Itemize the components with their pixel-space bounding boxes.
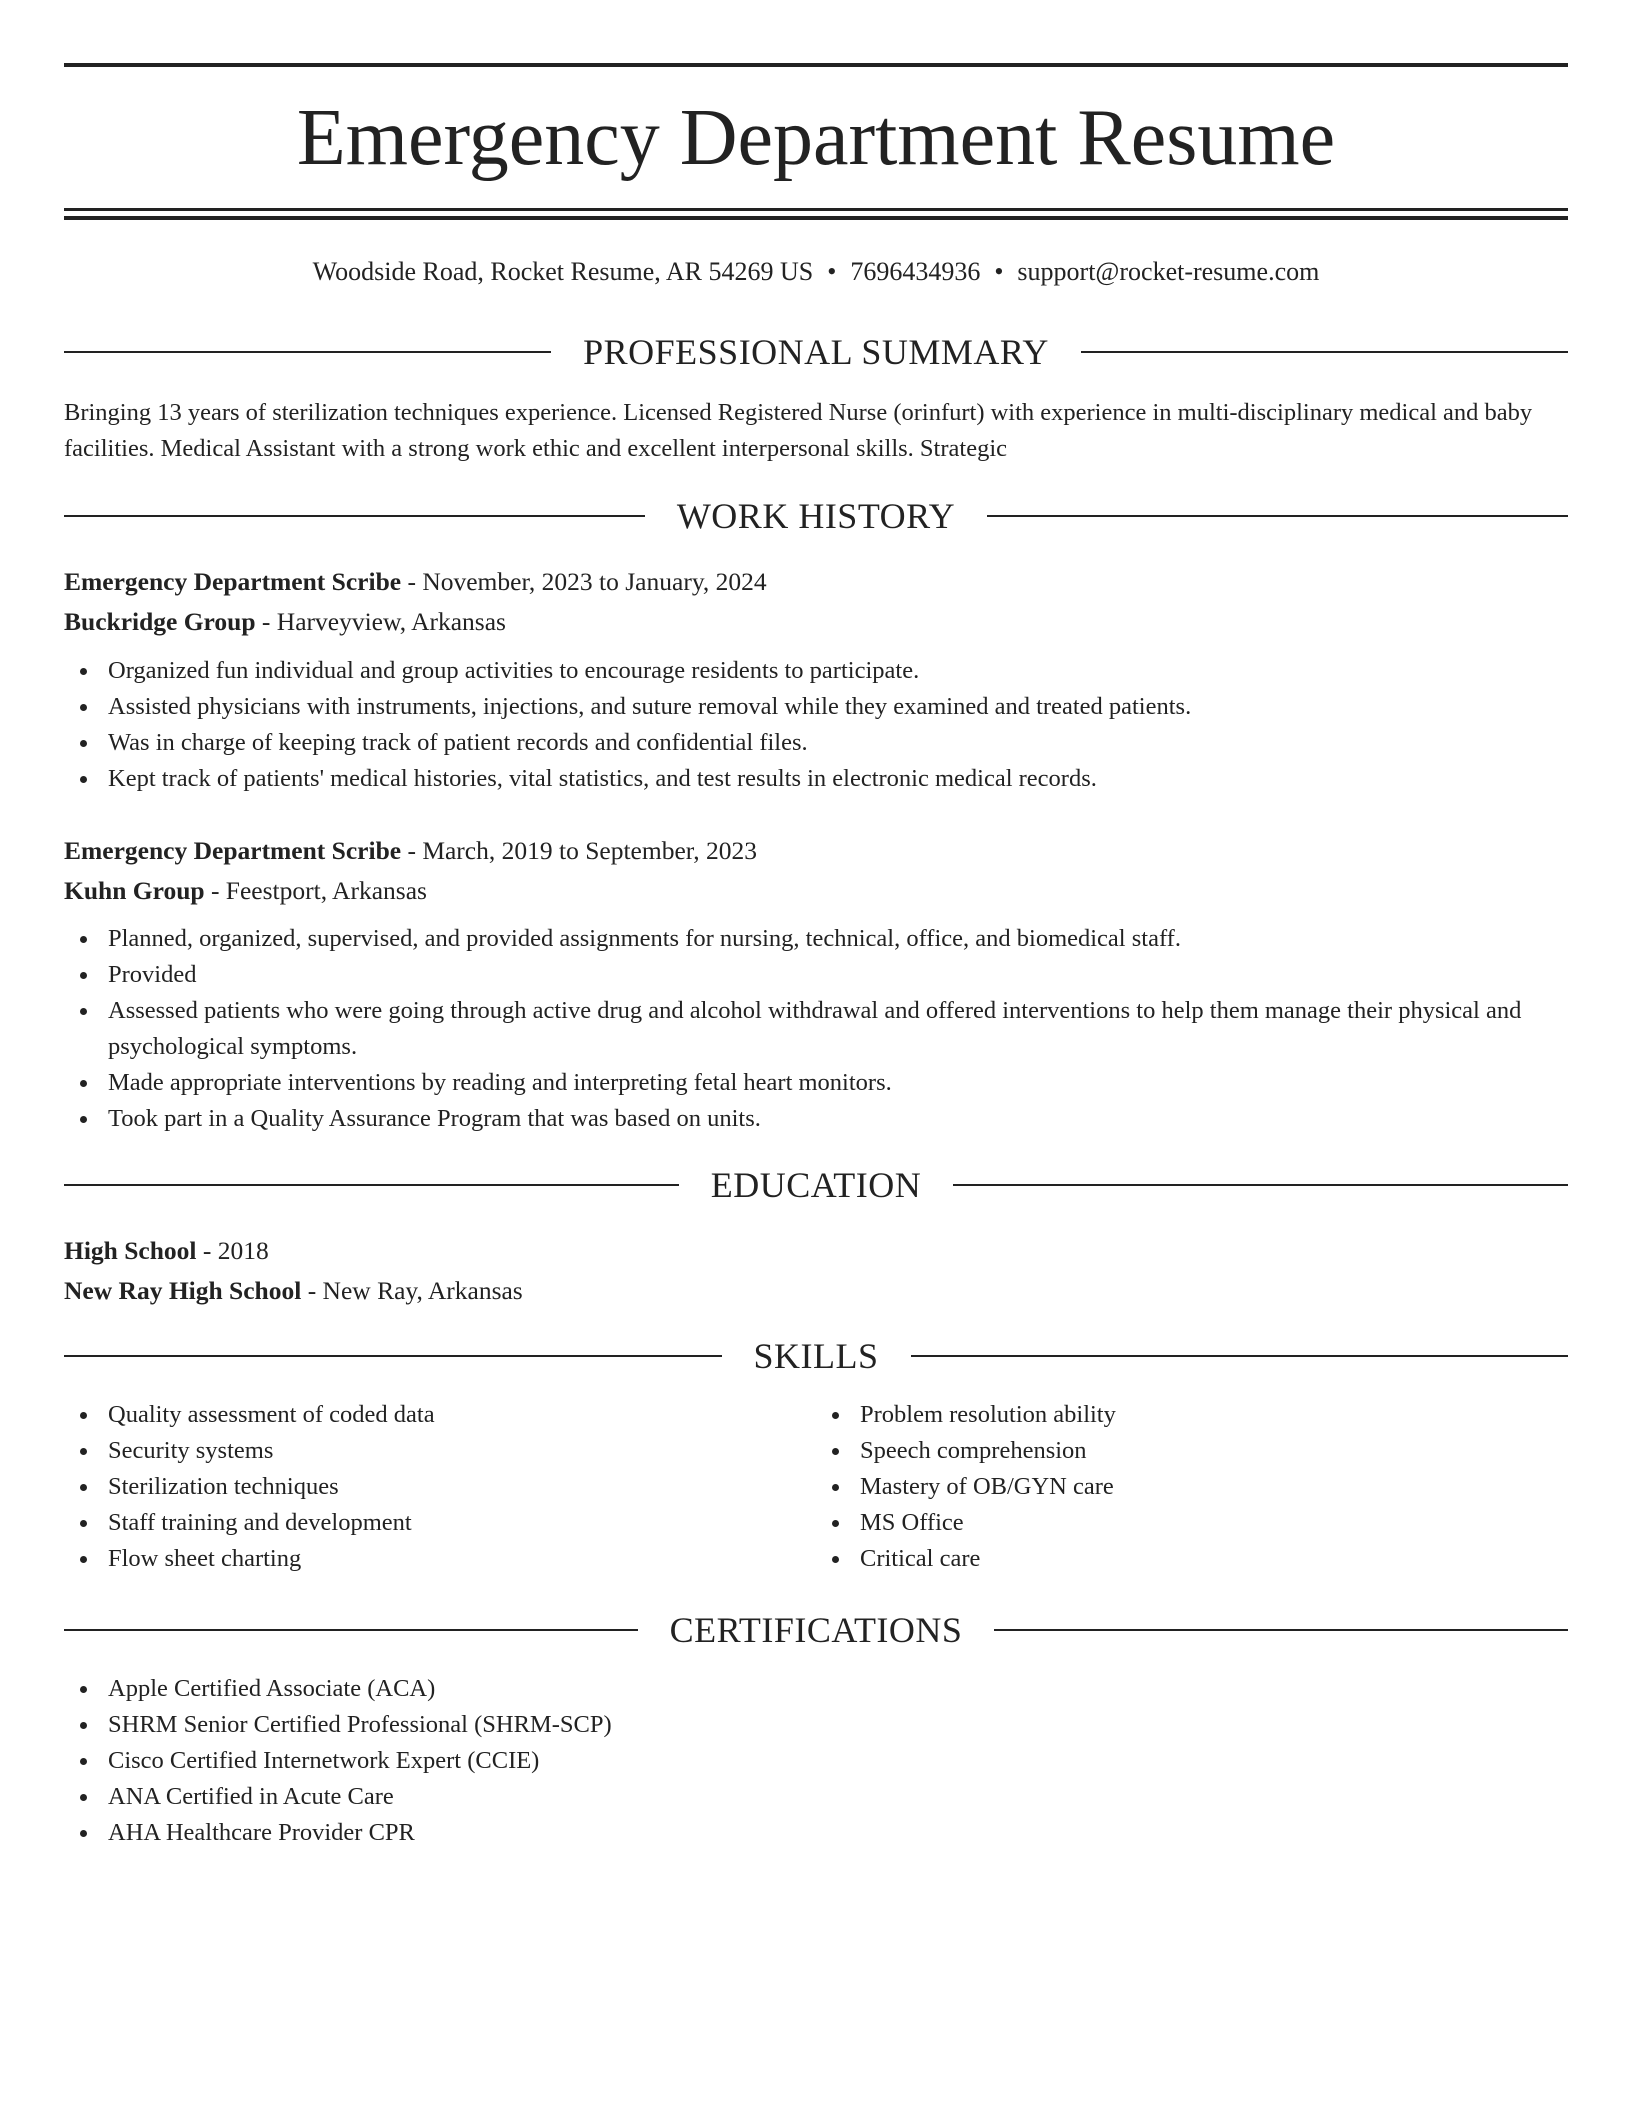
list-item: Apple Certified Associate (ACA) xyxy=(64,1671,1568,1707)
certifications-list xyxy=(64,1671,1568,1851)
contact-line xyxy=(64,254,1568,290)
list-item: ANA Certified in Acute Care xyxy=(64,1779,1568,1815)
heading-rule xyxy=(911,1355,1569,1357)
list-item: Problem resolution ability xyxy=(816,1397,1568,1433)
list-item: Assessed patients who were going through active drug and alcohol withdrawal and offered interventions to help them manage their physical and psychological symptoms. xyxy=(64,993,1568,1065)
list-item: Critical care xyxy=(816,1541,1568,1577)
heading-rule xyxy=(994,1629,1568,1631)
job-dates: - March, 2019 to September, 2023 xyxy=(401,836,757,865)
list-item: Kept track of patients' medical histories, vital statistics, and test results in electronic medical records. xyxy=(64,761,1568,797)
list-item: Made appropriate interventions by reading and interpreting fetal heart monitors. xyxy=(64,1065,1568,1101)
job-company-line xyxy=(64,871,1568,911)
section-heading-label: WORK HISTORY xyxy=(676,496,956,536)
contact-separator: • xyxy=(827,257,837,286)
section-heading-certifications xyxy=(64,1608,1568,1652)
job-dates: - November, 2023 to January, 2024 xyxy=(401,567,767,596)
job-title: Emergency Department Scribe xyxy=(64,836,402,865)
job-location: - Feestport, Arkansas xyxy=(204,876,427,905)
section-heading-summary xyxy=(64,330,1568,374)
list-item: Organized fun individual and group activities to encourage residents to participate. xyxy=(64,653,1568,689)
list-item: AHA Healthcare Provider CPR xyxy=(64,1815,1568,1851)
education-year: - 2018 xyxy=(196,1236,269,1265)
list-item: Cisco Certified Internetwork Expert (CCIE) xyxy=(64,1743,1568,1779)
job-bullets xyxy=(64,653,1568,797)
job-entry xyxy=(64,831,1568,911)
job-title-line xyxy=(64,831,1568,871)
section-heading-work-history xyxy=(64,494,1568,538)
contact-email: support@rocket-resume.com xyxy=(1017,257,1320,286)
list-item: Flow sheet charting xyxy=(64,1541,816,1577)
contact-separator: • xyxy=(994,257,1004,286)
list-item: Mastery of OB/GYN care xyxy=(816,1469,1568,1505)
education-entry xyxy=(64,1231,1568,1311)
section-heading-label: SKILLS xyxy=(753,1336,879,1376)
section-heading-label: PROFESSIONAL SUMMARY xyxy=(583,332,1049,372)
job-company: Buckridge Group xyxy=(64,607,256,636)
heading-rule xyxy=(1081,351,1568,353)
skills-list-right xyxy=(816,1397,1568,1577)
top-rule xyxy=(64,63,1568,67)
job-location: - Harveyview, Arkansas xyxy=(255,607,506,636)
education-degree-line xyxy=(64,1231,1568,1271)
page-title: Emergency Department Resume xyxy=(296,94,1336,182)
heading-rule xyxy=(64,1355,722,1357)
heading-rule xyxy=(64,1184,679,1186)
list-item: MS Office xyxy=(816,1505,1568,1541)
heading-rule xyxy=(953,1184,1568,1186)
job-company-line xyxy=(64,602,1568,642)
list-item: Speech comprehension xyxy=(816,1433,1568,1469)
section-heading-label: CERTIFICATIONS xyxy=(669,1610,963,1650)
education-location: - New Ray, Arkansas xyxy=(301,1276,523,1305)
list-item: Planned, organized, supervised, and provided assignments for nursing, technical, office, and biomedical staff. xyxy=(64,921,1568,957)
list-item: Provided xyxy=(64,957,1568,993)
education-degree: High School xyxy=(64,1236,197,1265)
job-title-line xyxy=(64,562,1568,602)
list-item: Security systems xyxy=(64,1433,816,1469)
education-school-line xyxy=(64,1271,1568,1311)
heading-rule xyxy=(987,515,1568,517)
job-title: Emergency Department Scribe xyxy=(64,567,402,596)
title-double-rule xyxy=(64,208,1568,220)
list-item: Sterilization techniques xyxy=(64,1469,816,1505)
heading-rule xyxy=(64,351,551,353)
list-item: SHRM Senior Certified Professional (SHRM-SCP) xyxy=(64,1707,1568,1743)
list-item: Took part in a Quality Assurance Program that was based on units. xyxy=(64,1101,1568,1137)
list-item: Was in charge of keeping track of patient records and confidential files. xyxy=(64,725,1568,761)
heading-rule xyxy=(64,515,645,517)
section-heading-education xyxy=(64,1163,1568,1207)
contact-phone: 7696434936 xyxy=(850,257,981,286)
list-item: Assisted physicians with instruments, injections, and suture removal while they examined and treated patients. xyxy=(64,689,1568,725)
skills-list-left xyxy=(64,1397,816,1577)
skills-columns xyxy=(64,1397,1568,1577)
list-item: Staff training and development xyxy=(64,1505,816,1541)
job-entry xyxy=(64,562,1568,642)
job-company: Kuhn Group xyxy=(64,876,205,905)
education-school: New Ray High School xyxy=(64,1276,302,1305)
section-heading-label: EDUCATION xyxy=(710,1165,922,1205)
section-heading-skills xyxy=(64,1334,1568,1378)
contact-address: Woodside Road, Rocket Resume, AR 54269 US xyxy=(312,257,814,286)
summary-text: Bringing 13 years of sterilization techniques experience. Licensed Registered Nurse (orinfurt) with experience in multi-disciplinary medical and baby facilities. Medical Assistant with a strong work ethic and excellent interpersonal skills. Strategic xyxy=(64,399,1533,462)
heading-rule xyxy=(64,1629,638,1631)
list-item: Quality assessment of coded data xyxy=(64,1397,816,1433)
job-bullets xyxy=(64,921,1568,1137)
